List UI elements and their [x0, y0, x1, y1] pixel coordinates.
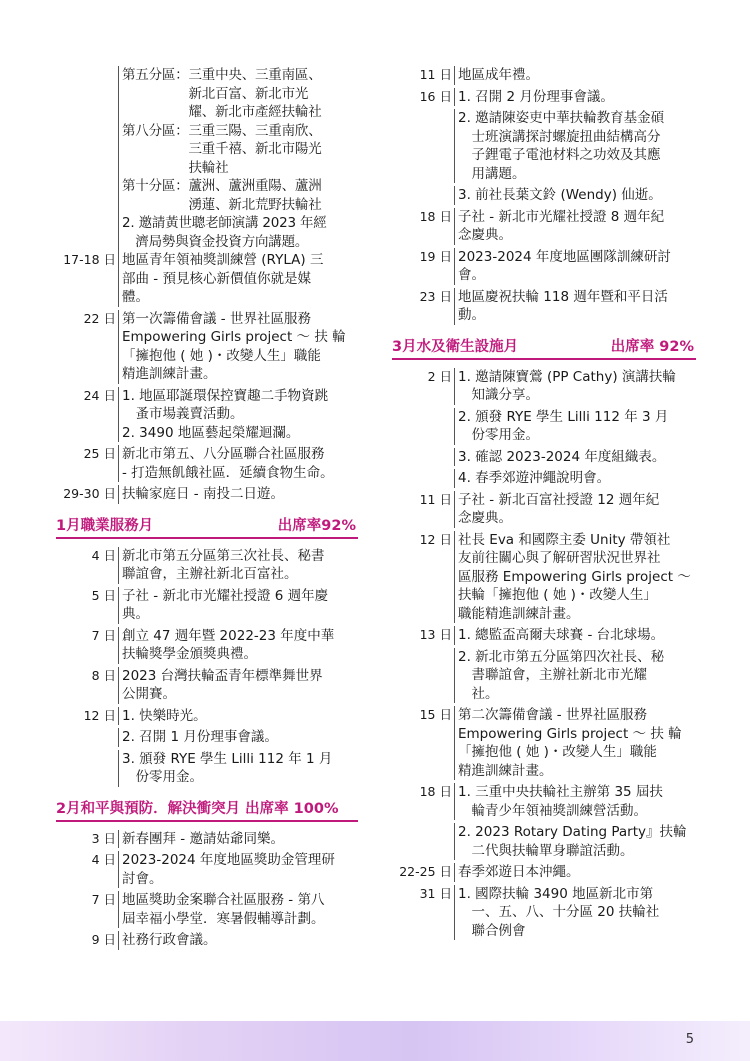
entry-body — [118, 891, 358, 928]
entry-date: 23 日 — [419, 288, 452, 304]
entry-line: 2. 3490 地區藝起榮耀迴瀾。 — [122, 424, 300, 441]
entry-line: 念慶典。 — [458, 510, 512, 526]
entry-body — [118, 310, 358, 384]
schedule-entry — [392, 491, 696, 528]
entry-line: 地區慶祝扶輪 118 週年暨和平日活 — [458, 288, 668, 305]
entry-line: 念慶典。 — [458, 227, 512, 243]
entry-line: 新北市第五分區第三次社長、秘書 — [122, 547, 325, 564]
entry-body — [118, 707, 358, 726]
entry-line: 討會。 — [122, 870, 163, 887]
entry-line: 一、五、八、十分區 20 扶輪社 — [458, 904, 660, 920]
entry-line: 3. 頒發 RYE 學生 Lilli 112 年 1 月 — [122, 750, 333, 767]
attendance-rate: 出席率92% — [277, 517, 356, 534]
schedule-entry — [56, 587, 358, 624]
page-number: 5 — [685, 1032, 694, 1047]
left-column — [56, 66, 358, 950]
section-title: 3月水及衛生設施月 — [392, 338, 519, 355]
entry-line: 份零用金。 — [458, 427, 539, 443]
entry-body — [454, 626, 696, 645]
schedule-entry — [392, 531, 696, 624]
entry-line: 1. 總監盃高爾夫球賽 - 台北球場。 — [458, 627, 665, 643]
entry-body — [118, 830, 358, 849]
schedule-entry — [392, 648, 696, 704]
entry-date: 11 日 — [419, 491, 452, 507]
entry-line: 2023-2024 年度地區獎助金管理研 — [122, 852, 335, 868]
entry-line: 蚤市場義賣活動。 — [122, 406, 244, 422]
entry-line: 子社 - 新北市光耀社授證 6 週年慶 — [122, 587, 329, 604]
entry-line: 2. 召開 1 月份理事會議。 — [122, 729, 278, 745]
entry-line: 耀、新北市產經扶輪社 — [122, 104, 322, 120]
entry-line: 1. 三重中央扶輪社主辦第 35 屆扶 — [458, 784, 663, 800]
entry-date: 12 日 — [83, 707, 116, 723]
entry-date: 18 日 — [419, 784, 452, 799]
schedule-entry — [392, 109, 696, 183]
entry-date: 17-18 日 — [63, 252, 116, 267]
entry-body — [454, 823, 696, 860]
entry-date: 18 日 — [419, 208, 452, 224]
entry-line: 第五分區：三重中央、三重南區、 — [122, 67, 322, 83]
entry-line: 扶輪家庭日 - 南投二日遊。 — [122, 486, 284, 502]
entry-line: 1. 快樂時光。 — [122, 707, 207, 724]
entry-line: 社。 — [458, 685, 499, 702]
entry-body — [118, 851, 358, 888]
entry-line: 職能精進訓練計畫。 — [458, 605, 580, 622]
section-heading-mar — [392, 335, 696, 360]
entry-date: 3 日 — [91, 830, 116, 846]
entry-line: 地區獎助金案聯合社區服務 - 第八 — [122, 892, 325, 908]
entry-line: 第十分區：蘆洲、蘆洲重陽、蘆洲 — [122, 178, 322, 194]
entry-line: 地區成年禮。 — [458, 67, 539, 83]
entry-line: 社長 Eva 和國際主委 Unity 帶領社 — [458, 531, 671, 548]
entry-body — [118, 66, 358, 251]
schedule-entry — [392, 783, 696, 820]
entry-body — [118, 387, 358, 443]
entry-line: 公開賽。 — [122, 686, 176, 702]
entry-body — [454, 469, 696, 488]
schedule-entry — [392, 66, 696, 85]
entry-line: 「擁抱他 ( 她 )・改變人生」職能 — [458, 744, 657, 760]
entry-line: 第八分區：三重三陽、三重南欣、 — [122, 122, 322, 139]
entry-line: 1. 地區耶誕環保控寶趣二手物資跳 — [122, 387, 329, 404]
right-column — [392, 66, 696, 940]
entry-date: 4 日 — [91, 852, 116, 867]
entry-line: 子社 - 新北百富社授證 12 週年紀 — [458, 491, 660, 508]
entry-line: 份零用金。 — [122, 769, 203, 785]
entry-date: 7 日 — [91, 627, 116, 643]
entry-line: 士班演講探討螺旋扭曲結構高分 — [458, 128, 661, 145]
entry-body — [454, 109, 696, 183]
entry-line: - 打造無飢餓社區．延續食物生命。 — [122, 464, 334, 481]
entry-date: 12 日 — [419, 531, 452, 547]
entry-line: Empowering Girls project ～ 扶 輪 — [458, 725, 682, 742]
schedule-entry — [392, 626, 696, 645]
section-title: 1月職業服務月 — [56, 517, 154, 534]
entry-body — [454, 408, 696, 445]
schedule-entry — [56, 627, 358, 664]
entry-line: 濟局勢與資金投資方向講題。 — [122, 233, 309, 250]
entry-date: 24 日 — [83, 387, 116, 403]
entry-line: 動。 — [458, 307, 485, 323]
entry-line: 2. 邀請陳姿吏中華扶輪教育基金碩 — [458, 110, 665, 126]
entry-line: 2. 新北市第五分區第四次社長、秘 — [458, 648, 665, 665]
entry-body — [118, 627, 358, 664]
entry-line: 區服務 Empowering Girls project ～ — [458, 568, 691, 585]
entry-date: 4 日 — [91, 547, 116, 563]
entry-line: 會。 — [458, 267, 485, 283]
schedule-entry — [56, 251, 358, 307]
entry-line: 春季郊遊日本沖繩。 — [458, 864, 580, 880]
entry-body — [118, 931, 358, 950]
schedule-entry — [56, 891, 358, 928]
feb-entries-continued — [392, 66, 696, 325]
schedule-entry — [392, 88, 696, 107]
entry-date: 7 日 — [91, 892, 116, 907]
entry-line: 社務行政會議。 — [122, 932, 217, 948]
schedule-entry — [392, 186, 696, 205]
entry-line: 第二次籌備會議 - 世界社區服務 — [458, 707, 647, 723]
entry-line: 第一次籌備會議 - 世界社區服務 — [122, 310, 311, 327]
dec-entries — [56, 251, 358, 504]
schedule-entry — [392, 448, 696, 467]
entry-line: 扶輪獎學金頒獎典禮。 — [122, 646, 257, 662]
entry-line: 扶輪社 — [122, 159, 229, 176]
schedule-entry — [392, 706, 696, 780]
entry-date: 22 日 — [83, 310, 116, 326]
entry-body — [118, 728, 358, 747]
entry-line: 友前往關心與了解研習狀況世界社 — [458, 550, 661, 566]
entry-line: 2. 2023 Rotary Dating Party』扶輪 — [458, 824, 687, 840]
entry-body — [118, 667, 358, 704]
schedule-entry — [56, 445, 358, 482]
entry-dec-intro — [56, 66, 358, 251]
schedule-entry — [392, 288, 696, 325]
entry-body — [454, 66, 696, 85]
schedule-entry — [392, 863, 696, 882]
entry-line: 1. 國際扶輪 3490 地區新北市第 — [458, 885, 654, 902]
jan-entries — [56, 547, 358, 787]
footer-band — [0, 1021, 750, 1061]
entry-line: 二代與扶輪單身聯誼活動。 — [458, 842, 634, 859]
entry-line: 聯合例會 — [458, 922, 526, 939]
entry-line: 1. 邀請陳寶鶯 (PP Cathy) 演講扶輪 — [458, 368, 676, 385]
entry-date: 19 日 — [419, 248, 452, 264]
entry-line: 2. 頒發 RYE 學生 Lilli 112 年 3 月 — [458, 408, 669, 425]
entry-line: 典。 — [122, 606, 149, 622]
entry-date: 13 日 — [419, 627, 452, 642]
entry-body — [454, 88, 696, 107]
entry-body — [454, 208, 696, 245]
attendance-rate: 出席率 92% — [610, 338, 694, 355]
entry-date: 31 日 — [419, 885, 452, 901]
entry-date: 5 日 — [91, 587, 116, 603]
entry-body — [118, 547, 358, 584]
entry-line: 3. 確認 2023-2024 年度組織表。 — [458, 448, 666, 465]
schedule-entry — [392, 408, 696, 445]
entry-line: Empowering Girls project ～ 扶 輪 — [122, 329, 346, 345]
entry-date: 2 日 — [427, 368, 452, 384]
entry-body — [118, 251, 358, 307]
entry-line: 1. 召開 2 月份理事會議。 — [458, 88, 614, 105]
entry-line: 體。 — [122, 289, 149, 305]
entry-line: 子鋰電子電池材料之功效及其應 — [458, 147, 661, 163]
schedule-entry — [392, 469, 696, 488]
entry-body — [118, 485, 358, 504]
entry-line: 部曲 - 預見核心新價值你就是媒 — [122, 270, 311, 287]
entry-date: 8 日 — [91, 667, 116, 683]
entry-line: 地區青年領袖獎訓練營 (RYLA) 三 — [122, 252, 324, 268]
entry-line: 新春團拜 - 邀請姑爺同樂。 — [122, 830, 284, 847]
entry-body — [454, 186, 696, 205]
entry-body — [454, 288, 696, 325]
entry-line: 3. 前社長葉文鈴 (Wendy) 仙逝。 — [458, 187, 662, 203]
schedule-entry — [56, 485, 358, 504]
entry-date: 16 日 — [419, 88, 452, 104]
schedule-entry — [392, 368, 696, 405]
entry-date: 22-25 日 — [399, 864, 452, 879]
entry-body — [454, 706, 696, 780]
schedule-entry — [56, 387, 358, 443]
entry-body — [118, 750, 358, 787]
entry-body — [454, 448, 696, 467]
entry-line: 湧蓮、新北荒野扶輪社 — [122, 196, 322, 213]
entry-body — [118, 445, 358, 482]
entry-date: 9 日 — [91, 932, 116, 947]
entry-line: 「擁抱他 ( 她 )・改變人生」職能 — [122, 347, 321, 364]
entry-line: 精進訓練計畫。 — [122, 366, 217, 382]
entry-body — [454, 248, 696, 285]
entry-line: 用講題。 — [458, 165, 526, 182]
entry-line: 2. 邀請黃世聰老師演講 2023 年經 — [122, 215, 327, 231]
entry-body — [454, 783, 696, 820]
entry-line: 聯誼會，主辦社新北百富社。 — [122, 566, 298, 582]
schedule-entry — [56, 547, 358, 584]
schedule-entry — [56, 931, 358, 950]
entry-date: 25 日 — [83, 446, 116, 461]
entry-line: 4. 春季郊遊沖繩說明會。 — [458, 470, 611, 486]
schedule-entry — [56, 750, 358, 787]
entry-body — [454, 863, 696, 882]
entry-line: 子社 - 新北市光耀社授證 8 週年紀 — [458, 208, 665, 225]
section-heading-feb — [56, 797, 358, 822]
schedule-entry — [392, 823, 696, 860]
entry-body — [454, 491, 696, 528]
schedule-entry — [56, 310, 358, 384]
schedule-entry — [56, 728, 358, 747]
entry-line: 新北市第五、八分區聯合社區服務 — [122, 446, 325, 462]
entry-body — [118, 587, 358, 624]
entry-line: 新北百富、新北市光 — [122, 85, 309, 102]
schedule-entry — [392, 885, 696, 941]
section-title: 2月和平與預防．解決衝突月 出席率 100% — [56, 800, 339, 817]
entry-line: 扶輪「擁抱他 ( 她 )・改變人生」 — [458, 587, 657, 603]
mar-entries — [392, 368, 696, 941]
entry-line: 精進訓練計畫。 — [458, 762, 553, 779]
schedule-entry — [392, 248, 696, 285]
entry-body — [454, 368, 696, 405]
entry-body — [454, 648, 696, 704]
entry-line: 2023-2024 年度地區團隊訓練研討 — [458, 248, 671, 265]
schedule-entry — [56, 830, 358, 849]
schedule-entry — [56, 707, 358, 726]
entry-line: 三重千禧、新北市陽光 — [122, 141, 322, 157]
schedule-entry — [56, 667, 358, 704]
schedule-entry — [56, 851, 358, 888]
entry-date: 29-30 日 — [63, 486, 116, 501]
entry-line: 2023 台灣扶輪盃青年標準舞世界 — [122, 667, 323, 684]
entry-line: 創立 47 週年暨 2022-23 年度中華 — [122, 627, 335, 644]
entry-date: 15 日 — [419, 707, 452, 722]
entry-line: 輪青少年領袖獎訓練營活動。 — [458, 802, 647, 819]
entry-body — [454, 885, 696, 941]
schedule-entry — [392, 208, 696, 245]
entry-line: 屆幸福小學堂．寒暑假輔導計劃。 — [122, 910, 325, 927]
entry-date: 11 日 — [419, 67, 452, 82]
section-heading-jan — [56, 514, 358, 539]
entry-body — [454, 531, 696, 624]
entry-line: 書聯誼會，主辦社新北市光耀 — [458, 667, 647, 683]
entry-line: 知識分享。 — [458, 387, 539, 403]
feb-entries — [56, 830, 358, 950]
